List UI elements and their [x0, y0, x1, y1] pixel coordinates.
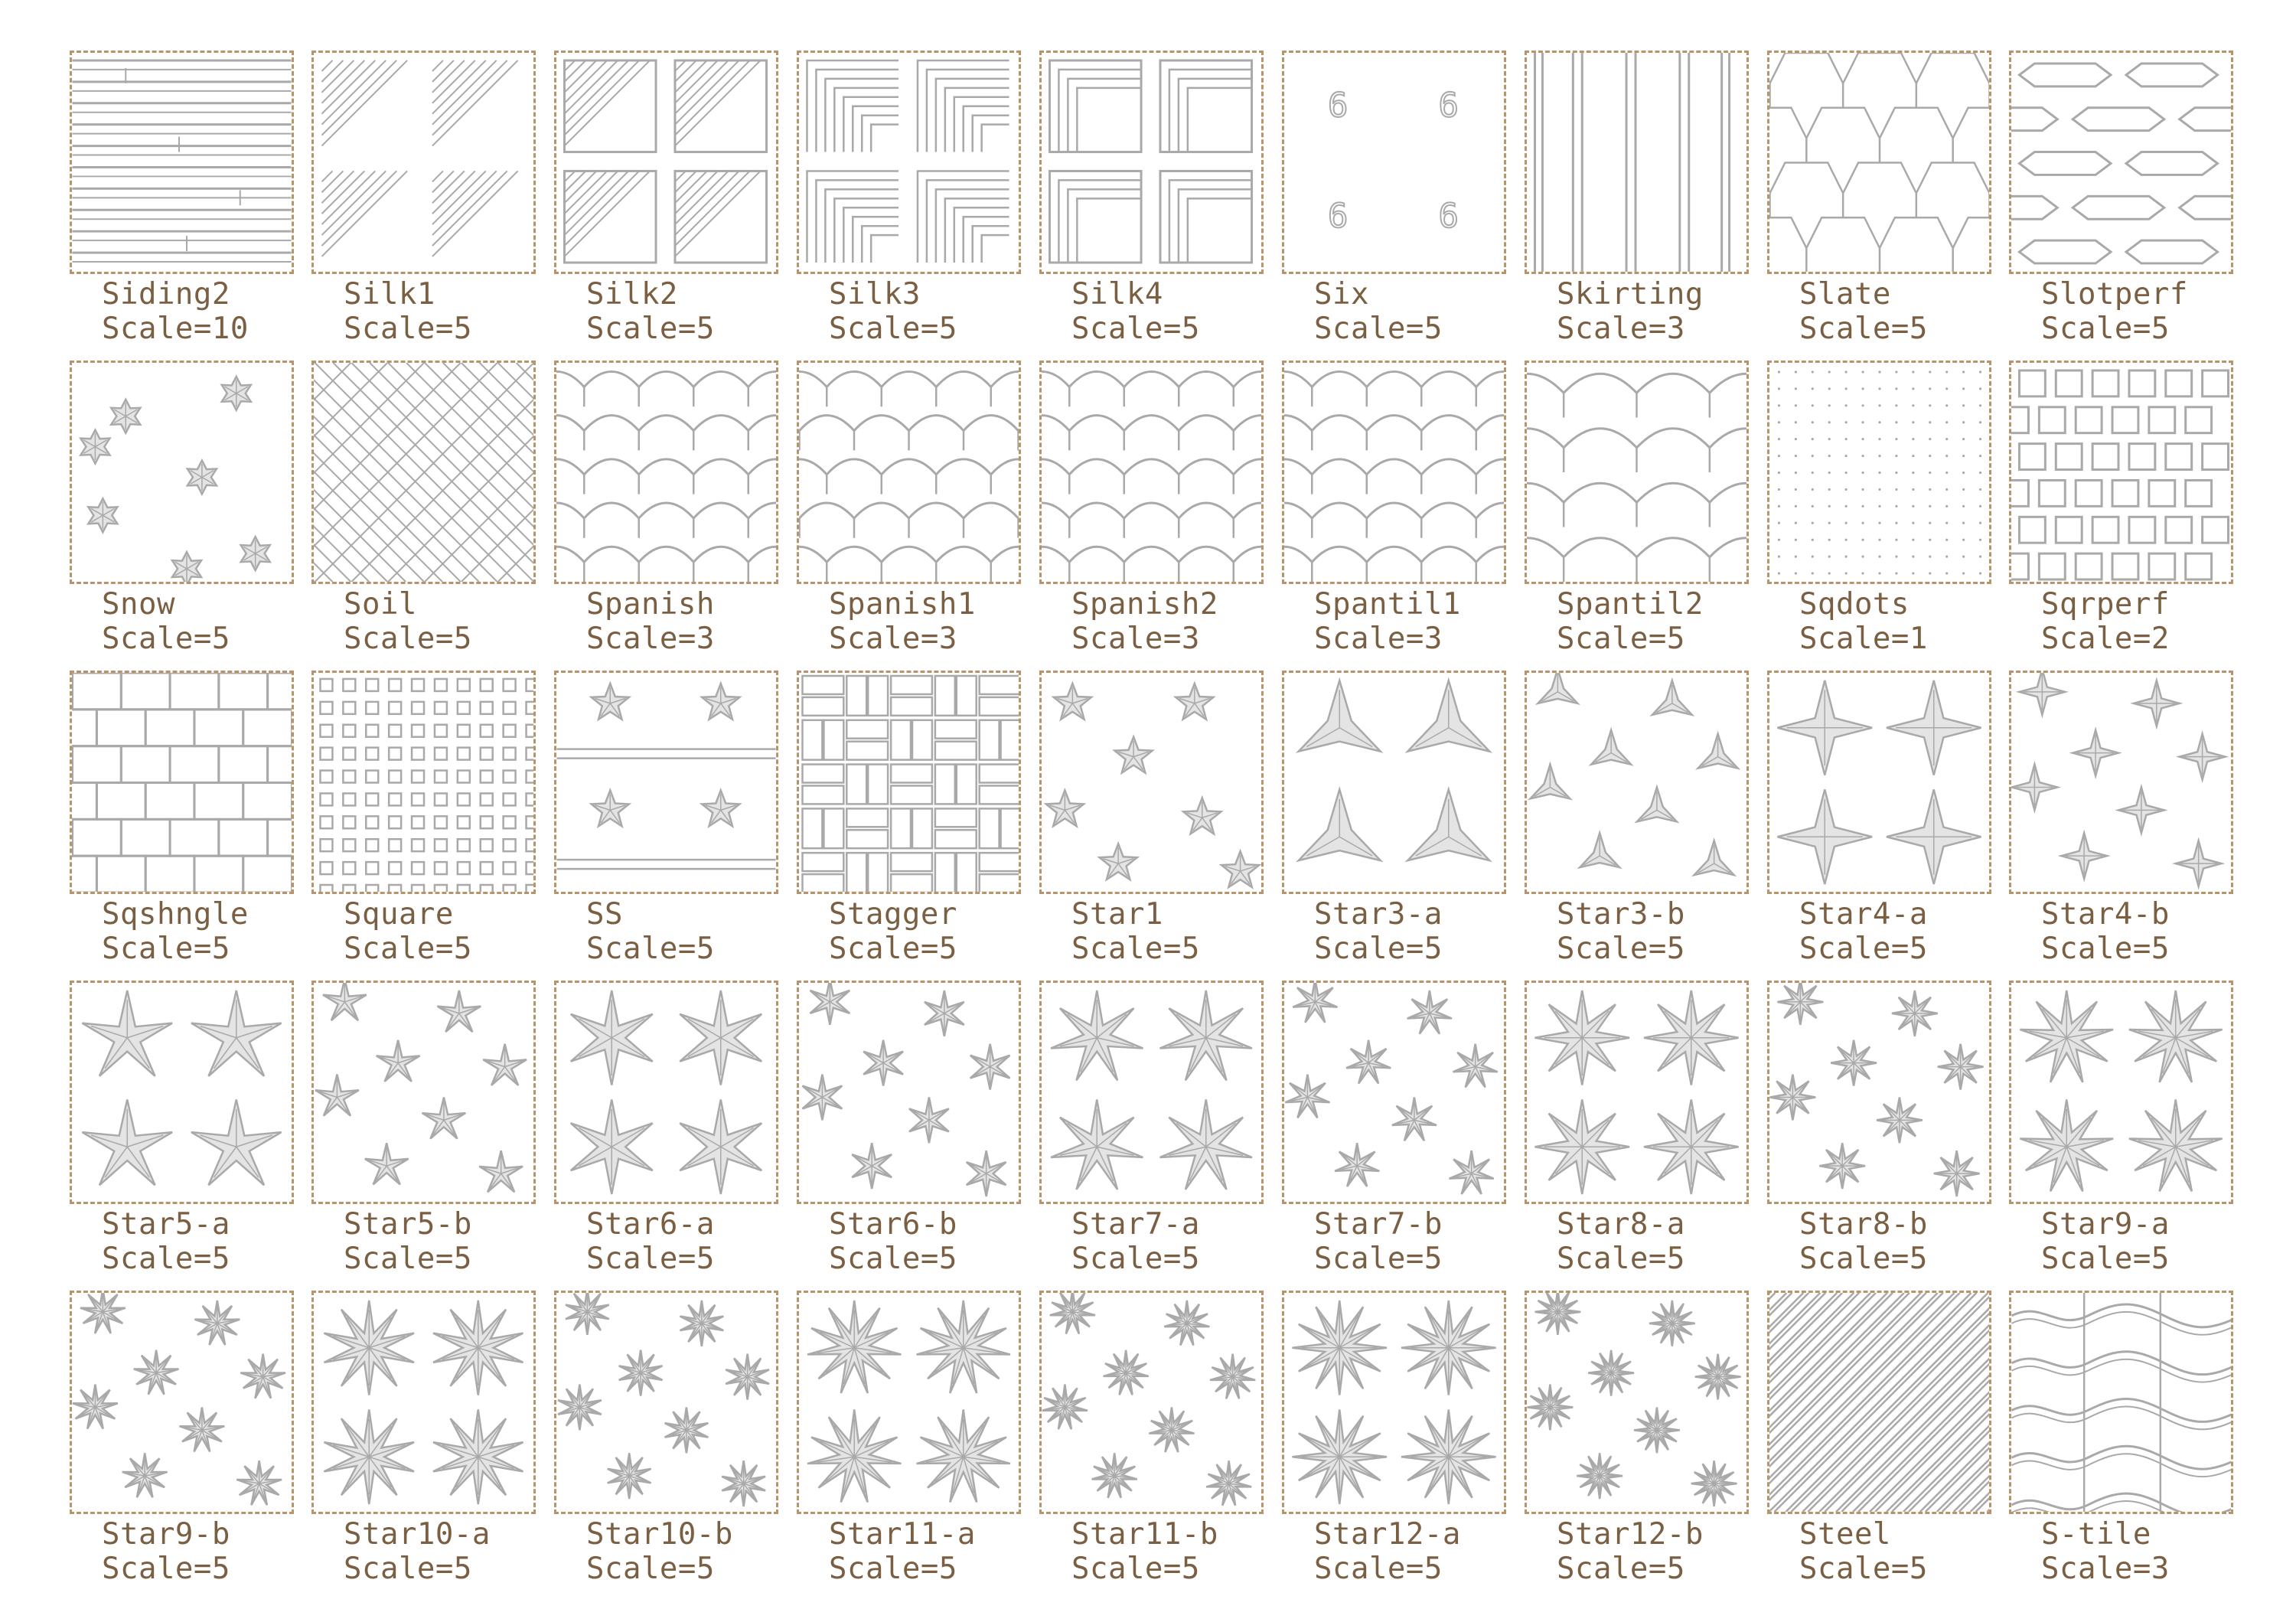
pattern-tile[interactable]	[1767, 1291, 2010, 1597]
pattern-label	[344, 1207, 472, 1276]
svg-text:6: 6	[1438, 197, 1459, 237]
pattern-name: S-tile	[2041, 1517, 2151, 1552]
star-pattern-icon	[2009, 671, 2233, 894]
pattern-label	[1557, 897, 1685, 966]
pattern-scale: Scale=5	[2041, 312, 2170, 346]
pattern-tile[interactable]	[1039, 671, 1282, 977]
pattern-tile[interactable]	[1767, 51, 2010, 357]
pattern-tile[interactable]	[1525, 361, 1767, 667]
pattern-tile[interactable]	[2009, 1291, 2252, 1597]
pattern-tile[interactable]	[1039, 981, 1282, 1287]
pattern-tile[interactable]	[311, 981, 554, 1287]
pattern-label	[829, 1517, 976, 1586]
pattern-tile[interactable]	[1525, 51, 1767, 357]
star-pattern-icon	[554, 981, 778, 1204]
pattern-name: Spantil2	[1557, 587, 1704, 622]
pattern-tile[interactable]	[2009, 361, 2252, 667]
pattern-name: Steel	[1799, 1517, 1891, 1552]
pattern-name: Star11-a	[829, 1517, 976, 1552]
pattern-scale: Scale=3	[1071, 622, 1200, 656]
pattern-scale: Scale=5	[586, 1242, 715, 1276]
pattern-scale: Scale=5	[1557, 932, 1685, 966]
pattern-scale: Scale=5	[1557, 622, 1685, 656]
slate-scale-pattern-icon	[1767, 51, 1991, 274]
square-perforation-pattern-icon	[2009, 361, 2233, 584]
svg-text:6: 6	[1438, 86, 1459, 126]
pattern-scale: Scale=5	[102, 1242, 230, 1276]
pattern-tile[interactable]	[1282, 1291, 1525, 1597]
pattern-label	[1799, 587, 1928, 656]
pattern-name: SS	[586, 897, 623, 932]
pattern-scale: Scale=3	[1557, 312, 1685, 346]
pattern-label	[102, 277, 249, 346]
star-pattern-icon	[1767, 671, 1991, 894]
pattern-scale: Scale=5	[1071, 1242, 1200, 1276]
pattern-label	[344, 587, 472, 656]
pattern-label	[829, 587, 976, 656]
pattern-label	[1071, 277, 1200, 346]
star-pattern-icon	[1282, 1291, 1506, 1514]
pattern-name: Star3-b	[1557, 897, 1685, 932]
pattern-name: Six	[1314, 277, 1369, 312]
pattern-label	[1314, 1517, 1461, 1586]
pattern-tile[interactable]	[70, 981, 312, 1287]
pattern-scale: Scale=5	[1071, 1552, 1200, 1586]
pattern-tile[interactable]	[1282, 671, 1525, 977]
star-pattern-icon	[1282, 671, 1506, 894]
pattern-tile[interactable]	[1767, 981, 2010, 1287]
pattern-label	[344, 897, 472, 966]
pattern-label	[1314, 897, 1443, 966]
pattern-tile[interactable]	[554, 981, 797, 1287]
pattern-name: Silk1	[344, 277, 435, 312]
star-pattern-icon	[1525, 981, 1749, 1204]
pattern-scale: Scale=5	[1314, 312, 1443, 346]
pattern-label	[829, 277, 957, 346]
pattern-scale: Scale=5	[1314, 1242, 1443, 1276]
pattern-name: Spantil1	[1314, 587, 1461, 622]
pattern-label	[1799, 277, 1928, 346]
pattern-scale: Scale=5	[1557, 1552, 1685, 1586]
pattern-label	[829, 897, 957, 966]
pattern-scale: Scale=5	[1799, 1242, 1928, 1276]
pattern-label	[344, 277, 472, 346]
pattern-tile[interactable]	[554, 671, 797, 977]
pattern-name: Spanish	[586, 587, 715, 622]
vertical-lines-pattern-icon	[1525, 51, 1749, 274]
pattern-label	[829, 1207, 957, 1276]
soil-weave-pattern-icon	[311, 361, 536, 584]
star-pattern-icon	[1282, 981, 1506, 1204]
pattern-scale: Scale=5	[344, 932, 472, 966]
pattern-scale: Scale=5	[829, 1242, 957, 1276]
slot-perforation-pattern-icon	[2009, 51, 2233, 274]
pattern-scale: Scale=5	[1314, 932, 1443, 966]
pattern-tile[interactable]	[1282, 361, 1525, 667]
pattern-name: Square	[344, 897, 454, 932]
pattern-tile[interactable]	[1282, 51, 1525, 357]
star-pattern-icon	[797, 981, 1021, 1204]
pattern-label	[1799, 897, 1928, 966]
pattern-tile[interactable]	[1039, 51, 1282, 357]
pattern-tile[interactable]	[2009, 981, 2252, 1287]
pattern-label	[1314, 1207, 1443, 1276]
pattern-name: Silk3	[829, 277, 921, 312]
pattern-scale: Scale=5	[344, 312, 472, 346]
pattern-name: Sqdots	[1799, 587, 1910, 622]
pattern-tile[interactable]	[797, 981, 1039, 1287]
pattern-tile[interactable]	[70, 361, 312, 667]
pattern-tile[interactable]	[311, 51, 554, 357]
pattern-name: Star3-a	[1314, 897, 1443, 932]
spanish-tile-pattern-icon	[1039, 361, 1264, 584]
pattern-name: Spanish1	[829, 587, 976, 622]
pattern-tile[interactable]	[797, 1291, 1039, 1597]
pattern-scale: Scale=5	[102, 1552, 230, 1586]
pattern-label	[586, 587, 715, 656]
pattern-tile[interactable]	[70, 1291, 312, 1597]
dot-grid-pattern-icon	[1767, 361, 1991, 584]
pattern-name: Siding2	[102, 277, 230, 312]
pattern-name: Silk4	[1071, 277, 1163, 312]
pattern-name: Star6-a	[586, 1207, 715, 1242]
pattern-name: Star8-b	[1799, 1207, 1928, 1242]
spanish-tile-pattern-icon	[1282, 361, 1506, 584]
pattern-scale: Scale=5	[829, 1552, 957, 1586]
pattern-tile[interactable]	[311, 1291, 554, 1597]
pattern-name: Soil	[344, 587, 417, 622]
star-pattern-icon	[1525, 1291, 1749, 1514]
pattern-scale: Scale=5	[2041, 1242, 2170, 1276]
pattern-name: Star9-a	[2041, 1207, 2170, 1242]
pattern-tile[interactable]	[1767, 361, 2010, 667]
snowflake-pattern-icon	[70, 361, 294, 584]
pattern-label	[586, 897, 715, 966]
spanish-tile-pattern-icon	[797, 361, 1021, 584]
pattern-name: Skirting	[1557, 277, 1704, 312]
svg-text:6: 6	[1328, 86, 1349, 126]
diagonal-hatch-pattern-icon	[1767, 1291, 1991, 1514]
pattern-tile[interactable]	[554, 51, 797, 357]
pattern-label	[1799, 1517, 1928, 1586]
pattern-tile[interactable]	[554, 1291, 797, 1597]
pattern-tile[interactable]	[311, 361, 554, 667]
pattern-name: Star7-b	[1314, 1207, 1443, 1242]
pattern-tile[interactable]	[2009, 51, 2252, 357]
pattern-tile[interactable]	[1767, 671, 2010, 977]
pattern-name: Star5-b	[344, 1207, 472, 1242]
pattern-label	[1557, 1207, 1685, 1276]
pattern-name: Star5-a	[102, 1207, 230, 1242]
star-pattern-icon	[1039, 981, 1264, 1204]
star-pattern-icon	[2009, 981, 2233, 1204]
pattern-scale: Scale=5	[1071, 312, 1200, 346]
pattern-name: Star10-b	[586, 1517, 733, 1552]
pattern-tile[interactable]	[797, 51, 1039, 357]
pattern-label	[586, 1517, 733, 1586]
pattern-name: Star9-b	[102, 1517, 230, 1552]
pattern-label	[1071, 897, 1200, 966]
pattern-tile[interactable]	[1525, 1291, 1767, 1597]
stagger-brick-pattern-icon	[797, 671, 1021, 894]
pattern-scale: Scale=5	[102, 932, 230, 966]
pattern-scale: Scale=3	[1314, 622, 1443, 656]
star-pattern-icon	[554, 1291, 778, 1514]
pattern-name: Stagger	[829, 897, 957, 932]
pattern-name: Star11-b	[1071, 1517, 1218, 1552]
star-pattern-icon	[1039, 671, 1264, 894]
pattern-tile[interactable]	[1039, 361, 1282, 667]
pattern-label	[2041, 897, 2170, 966]
pattern-tile[interactable]	[797, 671, 1039, 977]
pattern-name: Spanish2	[1071, 587, 1218, 622]
pattern-name: Star12-a	[1314, 1517, 1461, 1552]
star-pattern-icon	[797, 1291, 1021, 1514]
pattern-name: Sqrperf	[2041, 587, 2170, 622]
pattern-label	[1071, 1207, 1200, 1276]
pattern-scale: Scale=5	[102, 622, 230, 656]
pattern-tile[interactable]	[554, 361, 797, 667]
s-tile-pattern-icon	[2009, 1291, 2233, 1514]
pattern-scale: Scale=10	[102, 312, 249, 346]
pattern-name: Star8-a	[1557, 1207, 1685, 1242]
pattern-scale: Scale=5	[344, 1552, 472, 1586]
pattern-label	[2041, 1517, 2170, 1586]
pattern-name: Slotperf	[2041, 277, 2188, 312]
pattern-name: Star4-b	[2041, 897, 2170, 932]
star-pattern-icon	[70, 1291, 294, 1514]
pattern-label	[1314, 277, 1443, 346]
pattern-label	[586, 1207, 715, 1276]
pattern-scale: Scale=5	[829, 932, 957, 966]
pattern-name: Slate	[1799, 277, 1891, 312]
six-digit-pattern-icon	[1282, 51, 1506, 274]
pattern-label	[102, 587, 230, 656]
pattern-scale: Scale=5	[586, 932, 715, 966]
pattern-scale: Scale=3	[829, 622, 957, 656]
pattern-tile[interactable]	[311, 671, 554, 977]
pattern-scale: Scale=5	[344, 1242, 472, 1276]
pattern-scale: Scale=5	[829, 312, 957, 346]
pattern-tile[interactable]	[1282, 981, 1525, 1287]
pattern-name: Star1	[1071, 897, 1163, 932]
pattern-label	[2041, 1207, 2170, 1276]
pattern-scale: Scale=5	[1071, 932, 1200, 966]
pattern-name: Star6-b	[829, 1207, 957, 1242]
pattern-label	[1071, 1517, 1218, 1586]
pattern-label	[344, 1517, 491, 1586]
svg-text:6: 6	[1328, 197, 1349, 237]
pattern-name: Star12-b	[1557, 1517, 1704, 1552]
star-pattern-icon	[311, 981, 536, 1204]
pattern-label	[1557, 1517, 1704, 1586]
pattern-tile[interactable]	[1525, 671, 1767, 977]
pattern-name: Sqshngle	[102, 897, 249, 932]
silk-corner-pattern-icon	[797, 51, 1021, 274]
pattern-name: Snow	[102, 587, 175, 622]
pattern-label	[102, 1207, 230, 1276]
square-shingle-pattern-icon	[70, 671, 294, 894]
siding-pattern-icon	[70, 51, 294, 274]
silk-diagonal-pattern-icon	[311, 51, 536, 274]
pattern-tile[interactable]	[70, 671, 312, 977]
pattern-label	[1799, 1207, 1928, 1276]
silk-corner-pattern-icon	[1039, 51, 1264, 274]
pattern-scale: Scale=5	[1314, 1552, 1443, 1586]
small-squares-pattern-icon	[311, 671, 536, 894]
star-pattern-icon	[1767, 981, 1991, 1204]
pattern-scale: Scale=5	[1799, 932, 1928, 966]
pattern-scale: Scale=5	[1799, 1552, 1928, 1586]
pattern-name: Star4-a	[1799, 897, 1928, 932]
pattern-tile[interactable]	[70, 51, 312, 357]
star-pattern-icon	[1039, 1291, 1264, 1514]
pattern-scale: Scale=5	[1557, 1242, 1685, 1276]
pattern-label	[1314, 587, 1461, 656]
pattern-label	[2041, 587, 2170, 656]
pattern-label	[1071, 587, 1218, 656]
star-pattern-icon	[311, 1291, 536, 1514]
pattern-tile[interactable]	[1039, 1291, 1282, 1597]
pattern-scale: Scale=2	[2041, 622, 2170, 656]
pattern-scale: Scale=5	[2041, 932, 2170, 966]
pattern-label	[1557, 277, 1704, 346]
spanish-tile-pattern-icon	[1525, 361, 1749, 584]
pattern-name: Star10-a	[344, 1517, 491, 1552]
pattern-label	[102, 897, 249, 966]
silk-diagonal-pattern-icon	[554, 51, 778, 274]
pattern-tile[interactable]	[797, 361, 1039, 667]
pattern-tile[interactable]	[1525, 981, 1767, 1287]
star-pattern-icon	[1525, 671, 1749, 894]
pattern-label	[1557, 587, 1704, 656]
pattern-label	[102, 1517, 230, 1586]
spanish-tile-pattern-icon	[554, 361, 778, 584]
pattern-label	[2041, 277, 2188, 346]
pattern-tile[interactable]	[2009, 671, 2252, 977]
pattern-scale: Scale=5	[586, 312, 715, 346]
pattern-scale: Scale=5	[344, 622, 472, 656]
pattern-label	[586, 277, 715, 346]
stars-stripes-pattern-icon	[554, 671, 778, 894]
pattern-name: Silk2	[586, 277, 678, 312]
pattern-scale: Scale=5	[1799, 312, 1928, 346]
pattern-scale: Scale=3	[586, 622, 715, 656]
pattern-scale: Scale=1	[1799, 622, 1928, 656]
pattern-scale: Scale=3	[2041, 1552, 2170, 1586]
star-pattern-icon	[70, 981, 294, 1204]
pattern-name: Star7-a	[1071, 1207, 1200, 1242]
pattern-scale: Scale=5	[586, 1552, 715, 1586]
